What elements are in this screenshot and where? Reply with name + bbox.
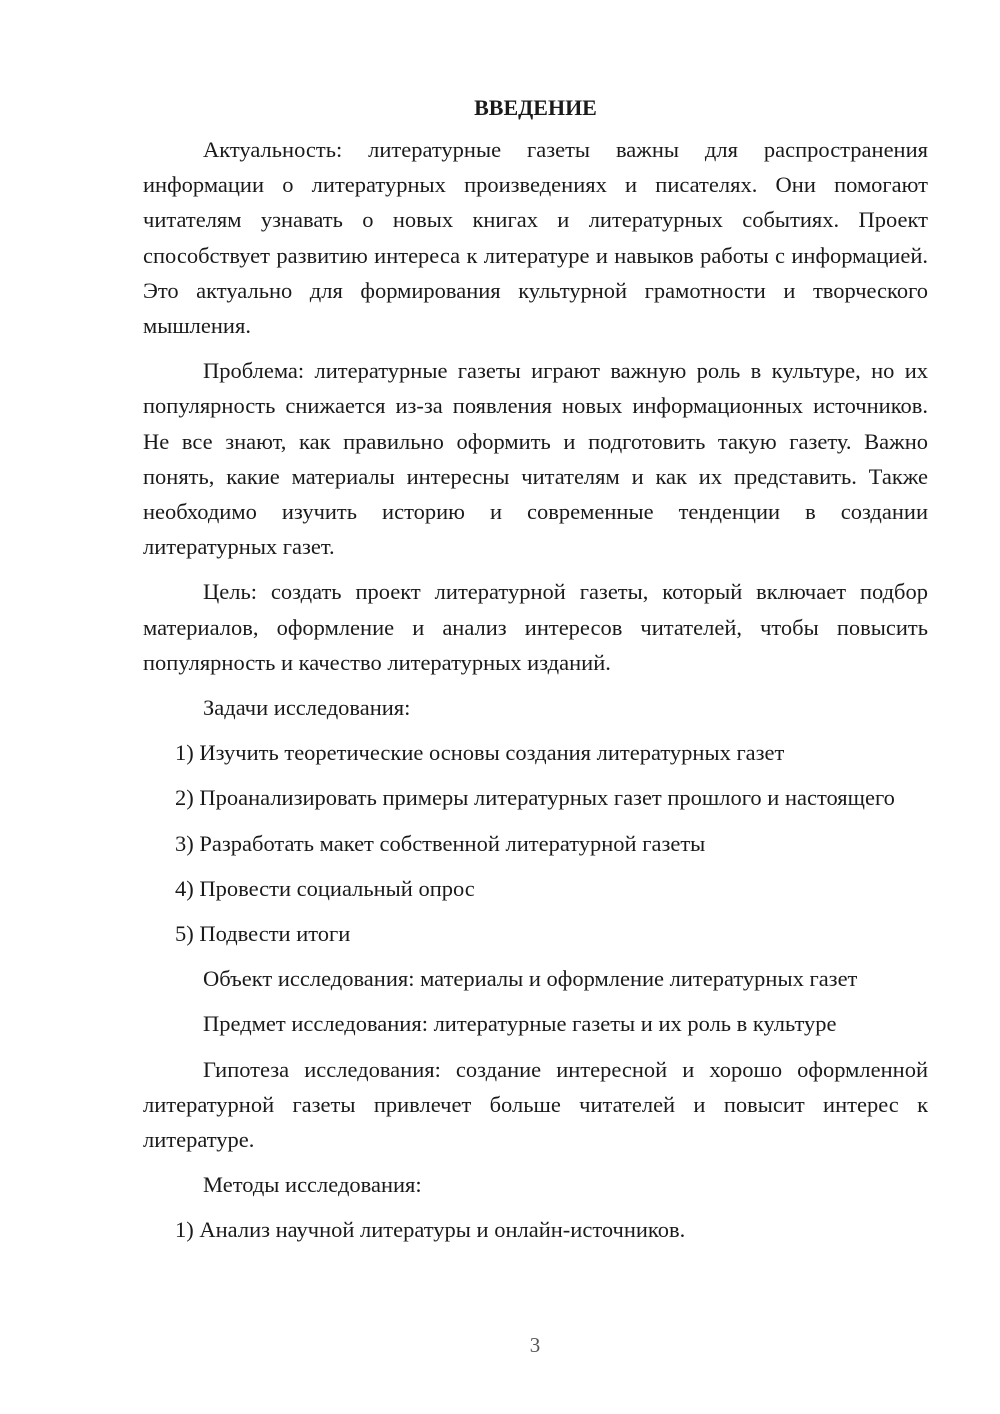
paragraph-problem: Проблема: литературные газеты играют важную роль в культуре, но их популярность снижается из-за появления новых информационных источников. Не все знают, как правильно оформить и подготовить такую газету. Важно понять, какие материалы интересны читателям и как их представить. Также необходимо изучить историю и современные тенденции в создании литературных газет.	[143, 358, 928, 560]
page-number: 3	[529, 1333, 541, 1357]
task-item-4: 4) Провести социальный опрос	[175, 875, 475, 901]
task-item-3: 3) Разработать макет собственной литературной газеты	[175, 830, 706, 856]
paragraph-relevance: Актуальность: литературные газеты важны для распространения информации о литературных произведениях и писателях. Они помогают читателям узнавать о новых книгах и литературных событиях. Проект способствует развитию интереса к литературе и навыков работы с информацией. Это актуально для формирования культурной грамотности и творческого мышления.	[143, 137, 928, 339]
paragraph-subject: Предмет исследования: литературные газеты и их роль в культуре	[203, 1011, 837, 1037]
methods-heading: Методы исследования:	[203, 1172, 422, 1198]
task-item-2: 2) Проанализировать примеры литературных газет прошлого и настоящего	[175, 785, 895, 811]
document-page	[143, 90, 928, 1258]
paragraph-goal: Цель: создать проект литературной газеты, который включает подбор материалов, оформление и анализ интересов читателей, чтобы повысить популярность и качество литературных изданий.	[143, 579, 928, 675]
task-item-1: 1) Изучить теоретические основы создания литературных газет	[175, 740, 785, 766]
tasks-heading: Задачи исследования:	[203, 695, 411, 721]
paragraph-hypothesis: Гипотеза исследования: создание интересной и хорошо оформленной литературной газеты привлечет больше читателей и повысит интерес к литературе.	[143, 1056, 928, 1153]
method-item-1: 1) Анализ научной литературы и онлайн-источников.	[175, 1217, 686, 1243]
section-title: ВВЕДЕНИЕ	[474, 95, 597, 120]
paragraph-object: Объект исследования: материалы и оформление литературных газет	[203, 966, 858, 992]
task-item-5: 5) Подвести итоги	[175, 921, 351, 947]
